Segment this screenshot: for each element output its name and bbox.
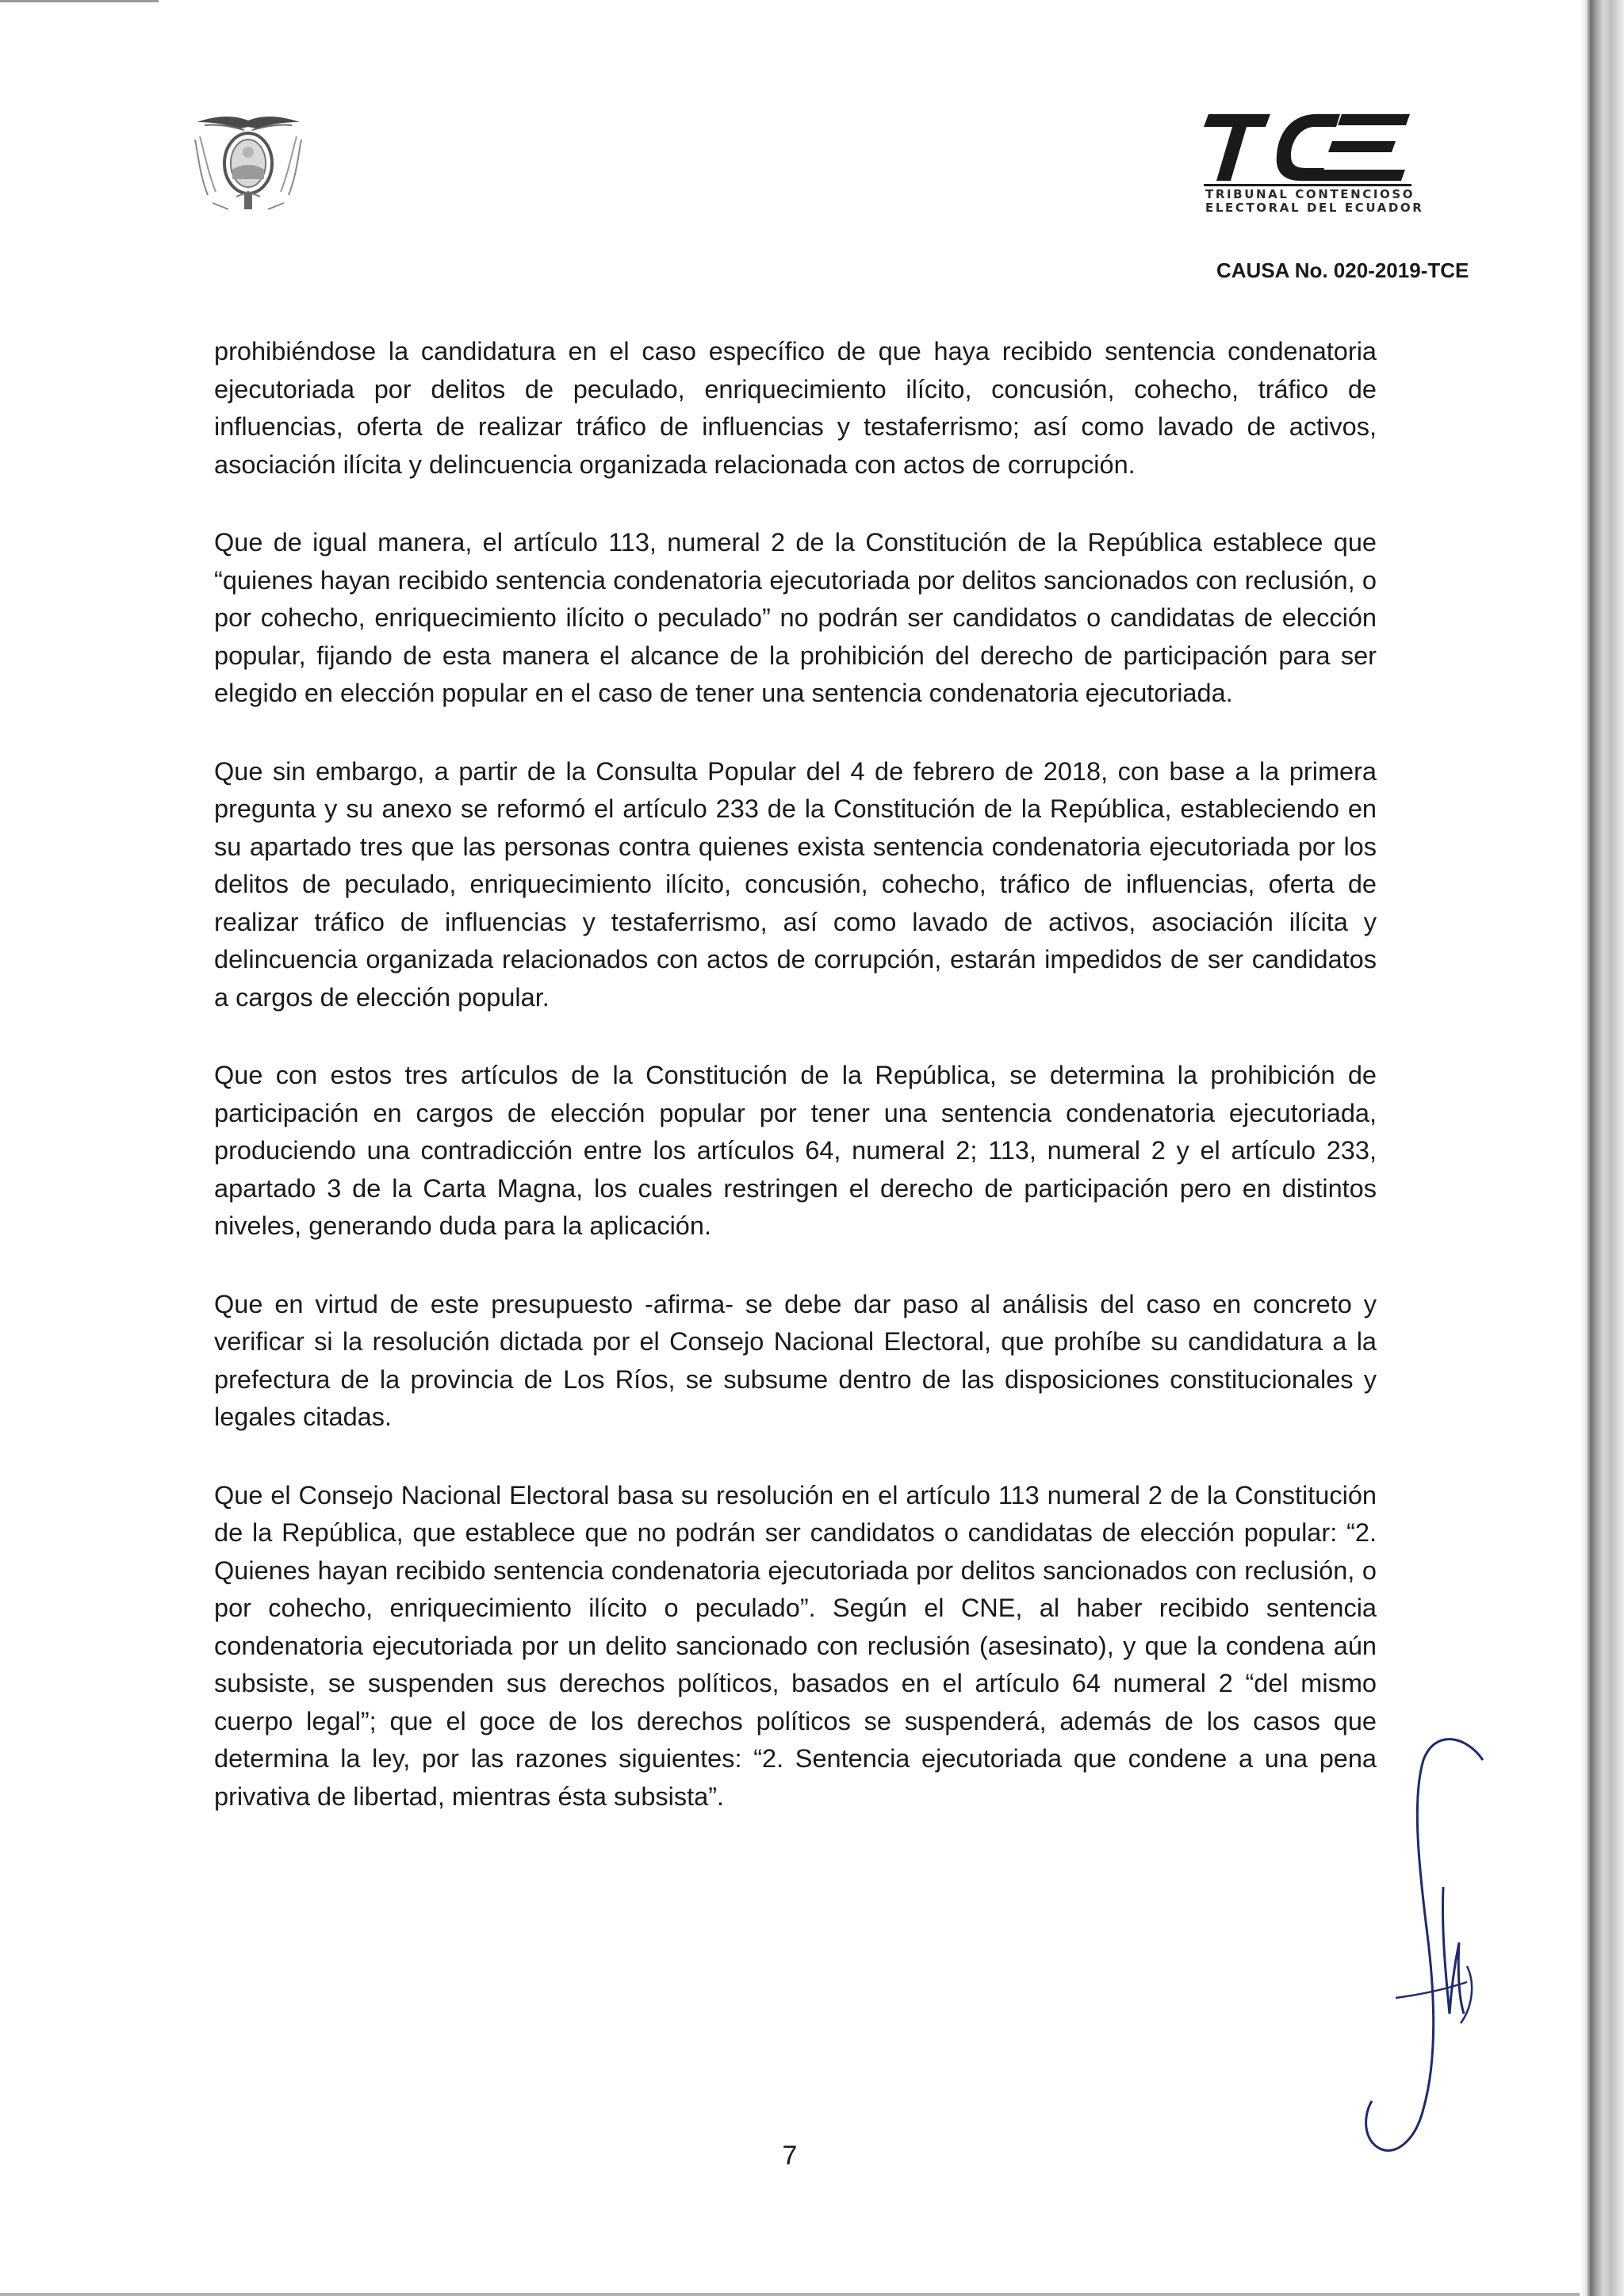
paragraph: Que sin embargo, a partir de la Consulta Popular del 4 de febrero de 2018, con base a la primera pregunta y su anexo se reformó el artículo 233 de la Constitución de la República, estableciendo en su apartado tres que las personas contra quienes exista sentencia condenatoria ejecutoriada por los delitos de peculado, enriquecimiento ilícito, concusión, cohecho, tráfico de influencias, oferta de realizar tráfico de influencias y testaferrismo, así como lavado de activos, asociación ilícita y delincuencia organizada relacionados con actos de corrupción, estarán impedidos de ser candidatos a cargos de elección popular.: [214, 756, 1377, 1012]
scan-bottom-edge: [0, 2293, 1580, 2296]
logo-name-line-1: TRIBUNAL CONTENCIOSO: [1205, 187, 1415, 201]
paragraph: prohibiéndose la candidatura en el caso específico de que haya recibido sentencia condenatoria ejecutoriada por delitos de peculado, enriquecimiento ilícito, concusión, cohecho, tráfico de influencias, oferta de realizar tráfico de influencias y testaferrismo; así como lavado de activos, asociación ilícita y delincuencia organizada relacionada con actos de corrupción.: [214, 337, 1377, 479]
scan-page-edge: [1580, 0, 1624, 2296]
scan-edge-line: [0, 0, 159, 2]
ecuador-coat-of-arms-icon: [181, 108, 316, 219]
handwritten-signature-icon: [1348, 1728, 1507, 2172]
paragraph: Que de igual manera, el artículo 113, numeral 2 de la Constitución de la República establece que “quienes hayan recibido sentencia condenatoria ejecutoriada por delitos sancionados con reclusión, o por cohecho, enriquecimiento ilícito o peculado” no podrán ser candidatos o candidatas de elección popular, fijando de esta manera el alcance de la prohibición del derecho de participación para ser elegido en elección popular en el caso de tener una sentencia condenatoria ejecutoriada.: [214, 528, 1377, 707]
paragraph: Que el Consejo Nacional Electoral basa su resolución en el artículo 113 numeral 2 de la Constitución de la República, que establece que no podrán ser candidatos o candidatas de elección popular: “2. Quienes hayan recibido sentencia condenatoria ejecutoriada por delitos sancionados con reclusión, o por cohecho, enriquecimiento ilícito o peculado”. Según el CNE, al haber recibido sentencia condenatoria ejecutoriada por un delito sancionado con reclusión (asesinato), y que la condena aún subsiste, se suspenden sus derechos políticos, basados en el artículo 64 numeral 2 “del mismo cuerpo legal”; que el goce de los derechos políticos se suspenderá, además de los casos que determina la ley, por las razones siguientes: “2. Sentencia ejecutoriada que condene a una pena privativa de libertad, mientras ésta subsista”.: [214, 1480, 1377, 1811]
paragraph: Que en virtud de este presupuesto -afirma- se debe dar paso al análisis del caso en concreto y verificar si la resolución dictada por el Consejo Nacional Electoral, que prohíbe su candidatura a la prefectura de la provincia de Los Ríos, se subsume dentro de las disposiciones constitucionales y legales citadas.: [214, 1289, 1377, 1431]
page-number: 7: [782, 2141, 798, 2171]
case-number: CAUSA No. 020-2019-TCE: [1216, 258, 1469, 282]
document-body: [214, 333, 1377, 1856]
paragraph: Que con estos tres artículos de la Constitución de la República, se determina la prohibición de participación en cargos de elección popular por tener una sentencia condenatoria ejecutoriada, produciendo una contradicción entre los artículos 64, numeral 2; 113, numeral 2 y el artículo 233, apartado 3 de la Carta Magna, los cuales restringen el derecho de participación pero en distintos niveles, generando duda para la aplicación.: [214, 1061, 1377, 1240]
logo-name-line-2: ELECTORAL DEL ECUADOR: [1205, 201, 1424, 215]
